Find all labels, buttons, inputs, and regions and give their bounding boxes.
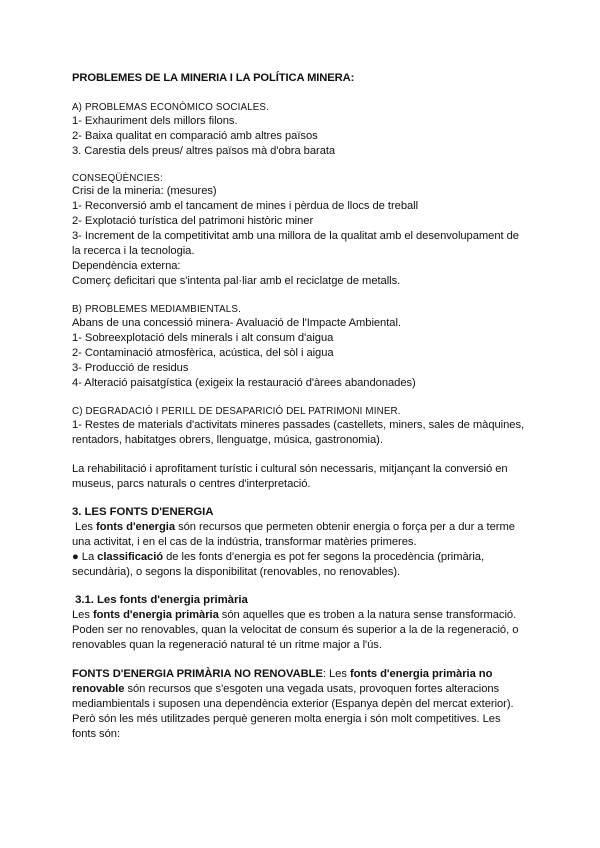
section-c-line: rentadors, habitatges obrers, llenguatge, música, gastronomia). (72, 434, 383, 446)
section-3-paragraph (72, 520, 515, 534)
crisis-line: Crisi de la mineria: (mesures) (72, 185, 217, 197)
section-b-item: 1- Sobreexplotació dels minerals i alt consum d'aigua (72, 332, 334, 344)
classification-paragraph (72, 550, 484, 564)
text-run: : Les (322, 668, 350, 680)
section-b-heading: B) PROBLEMES MEDIAMBIENTALS. (72, 304, 241, 315)
consequence-item: 3- Increment de la competitivitat amb una millora de la qualitat amb el desenvolupament de (72, 230, 519, 242)
section-3-1-heading: 3.1. Les fonts d'energia primària (72, 594, 248, 606)
text-run-bold: fonts d'energia primària no (349, 668, 493, 680)
dependence-label: Dependència externa: (72, 260, 181, 272)
page-title: PROBLEMES DE LA MINERIA I LA POLÍTICA MINERA: (72, 72, 355, 84)
non-renewable-line: mediambientals i suposen una dependència exterior (Espanya depèn del mercat exterior). (72, 698, 514, 710)
section-a-item: 2- Baixa qualitat en comparació amb altres països (72, 130, 318, 142)
section-3-line: una activitat, i en el cas de la indústria, transformar matèries primeres. (72, 536, 417, 548)
section-a-item: 3. Carestia dels preus/ altres països mà d'obra barata (72, 145, 336, 157)
non-renewable-paragraph (72, 667, 492, 681)
section-b-item: 2- Contaminació atmosfèrica, acústica, del sòl i aigua (72, 347, 334, 359)
section-c-line: 1- Restes de materials d'activitats mineres passades (castellets, miners, sales de màquines, (72, 419, 525, 431)
non-renewable-heading: FONTS D'ENERGIA PRIMÀRIA NO RENOVABLE (72, 668, 323, 680)
consequence-item: 1- Reconversió amb el tancament de mines i pèrdua de llocs de treball (72, 200, 419, 212)
rehab-line: La rehabilitació i aprofitament turístic i cultural són necessaris, mitjançant la conversió en (72, 463, 508, 475)
text-run: Les (72, 609, 93, 621)
section-3-1-paragraph (72, 608, 516, 622)
classification-line: secundària), o segons la disponibilitat (renovables, no renovables). (72, 566, 401, 578)
text-run: ● La (72, 551, 98, 563)
section-a-item: 1- Exhauriment dels millors filons. (72, 115, 238, 127)
section-b-item: 3- Producció de residus (72, 362, 189, 374)
text-run: són aquelles que es troben a la natura sense transformació. (218, 609, 517, 621)
rehab-line: museus, parcs naturals o centres d'interpretació. (72, 478, 311, 490)
section-3-1-line: Poden ser no renovables, quan la velocitat de consum és superior a la de la regeneració, o (72, 624, 519, 636)
section-b-intro: Abans de una concessió minera- Avaluació de l'Impacte Ambiental. (72, 317, 401, 329)
text-run: són recursos que permeten obtenir energia o força per a dur a terme (175, 521, 515, 533)
consequence-item: 2- Explotació turística del patrimoni històric miner (72, 215, 314, 227)
section-3-1-line: renovables quan la regeneració natural té un ritme major a l'ús. (72, 639, 382, 651)
text-run-bold: classificació (97, 551, 164, 563)
text-run-bold: fonts d'energia primària (92, 609, 219, 621)
text-run: són recursos que s'esgoten una vegada usats, provoquen fortes alteracions (124, 683, 500, 695)
non-renewable-line: fonts són: (72, 728, 121, 740)
text-run: Les (72, 521, 97, 533)
text-run-bold: renovable (72, 683, 125, 695)
section-c-heading: C) DEGRADACIÓ I PERILL DE DESAPARICIÓ DEL PATRIMONI MINER. (72, 406, 401, 417)
non-renewable-line: Però són les més utilitzades perquè generen molta energia i són molt competitives. Les (72, 713, 501, 725)
section-a-heading: A) PROBLEMAS ECONÒMICO SOCIALES. (72, 102, 269, 113)
section-3-heading: 3. LES FONTS D'ENERGIA (72, 506, 214, 518)
text-run: de les fonts d'energia es pot fer segons la procedència (primària, (163, 551, 484, 563)
text-run-bold: fonts d'energia (96, 521, 176, 533)
section-b-item: 4- Alteració paisatgística (exigeix la restauració d'àrees abandonades) (72, 377, 416, 389)
dependence-text: Comerç deficitari que s'intenta pal·liar amb el reciclatge de metalls. (72, 275, 401, 287)
non-renewable-line (72, 682, 499, 696)
consequences-heading: CONSEQÜÈNCIES: (72, 173, 163, 184)
consequence-item: la recerca i la tecnologia. (72, 245, 195, 257)
